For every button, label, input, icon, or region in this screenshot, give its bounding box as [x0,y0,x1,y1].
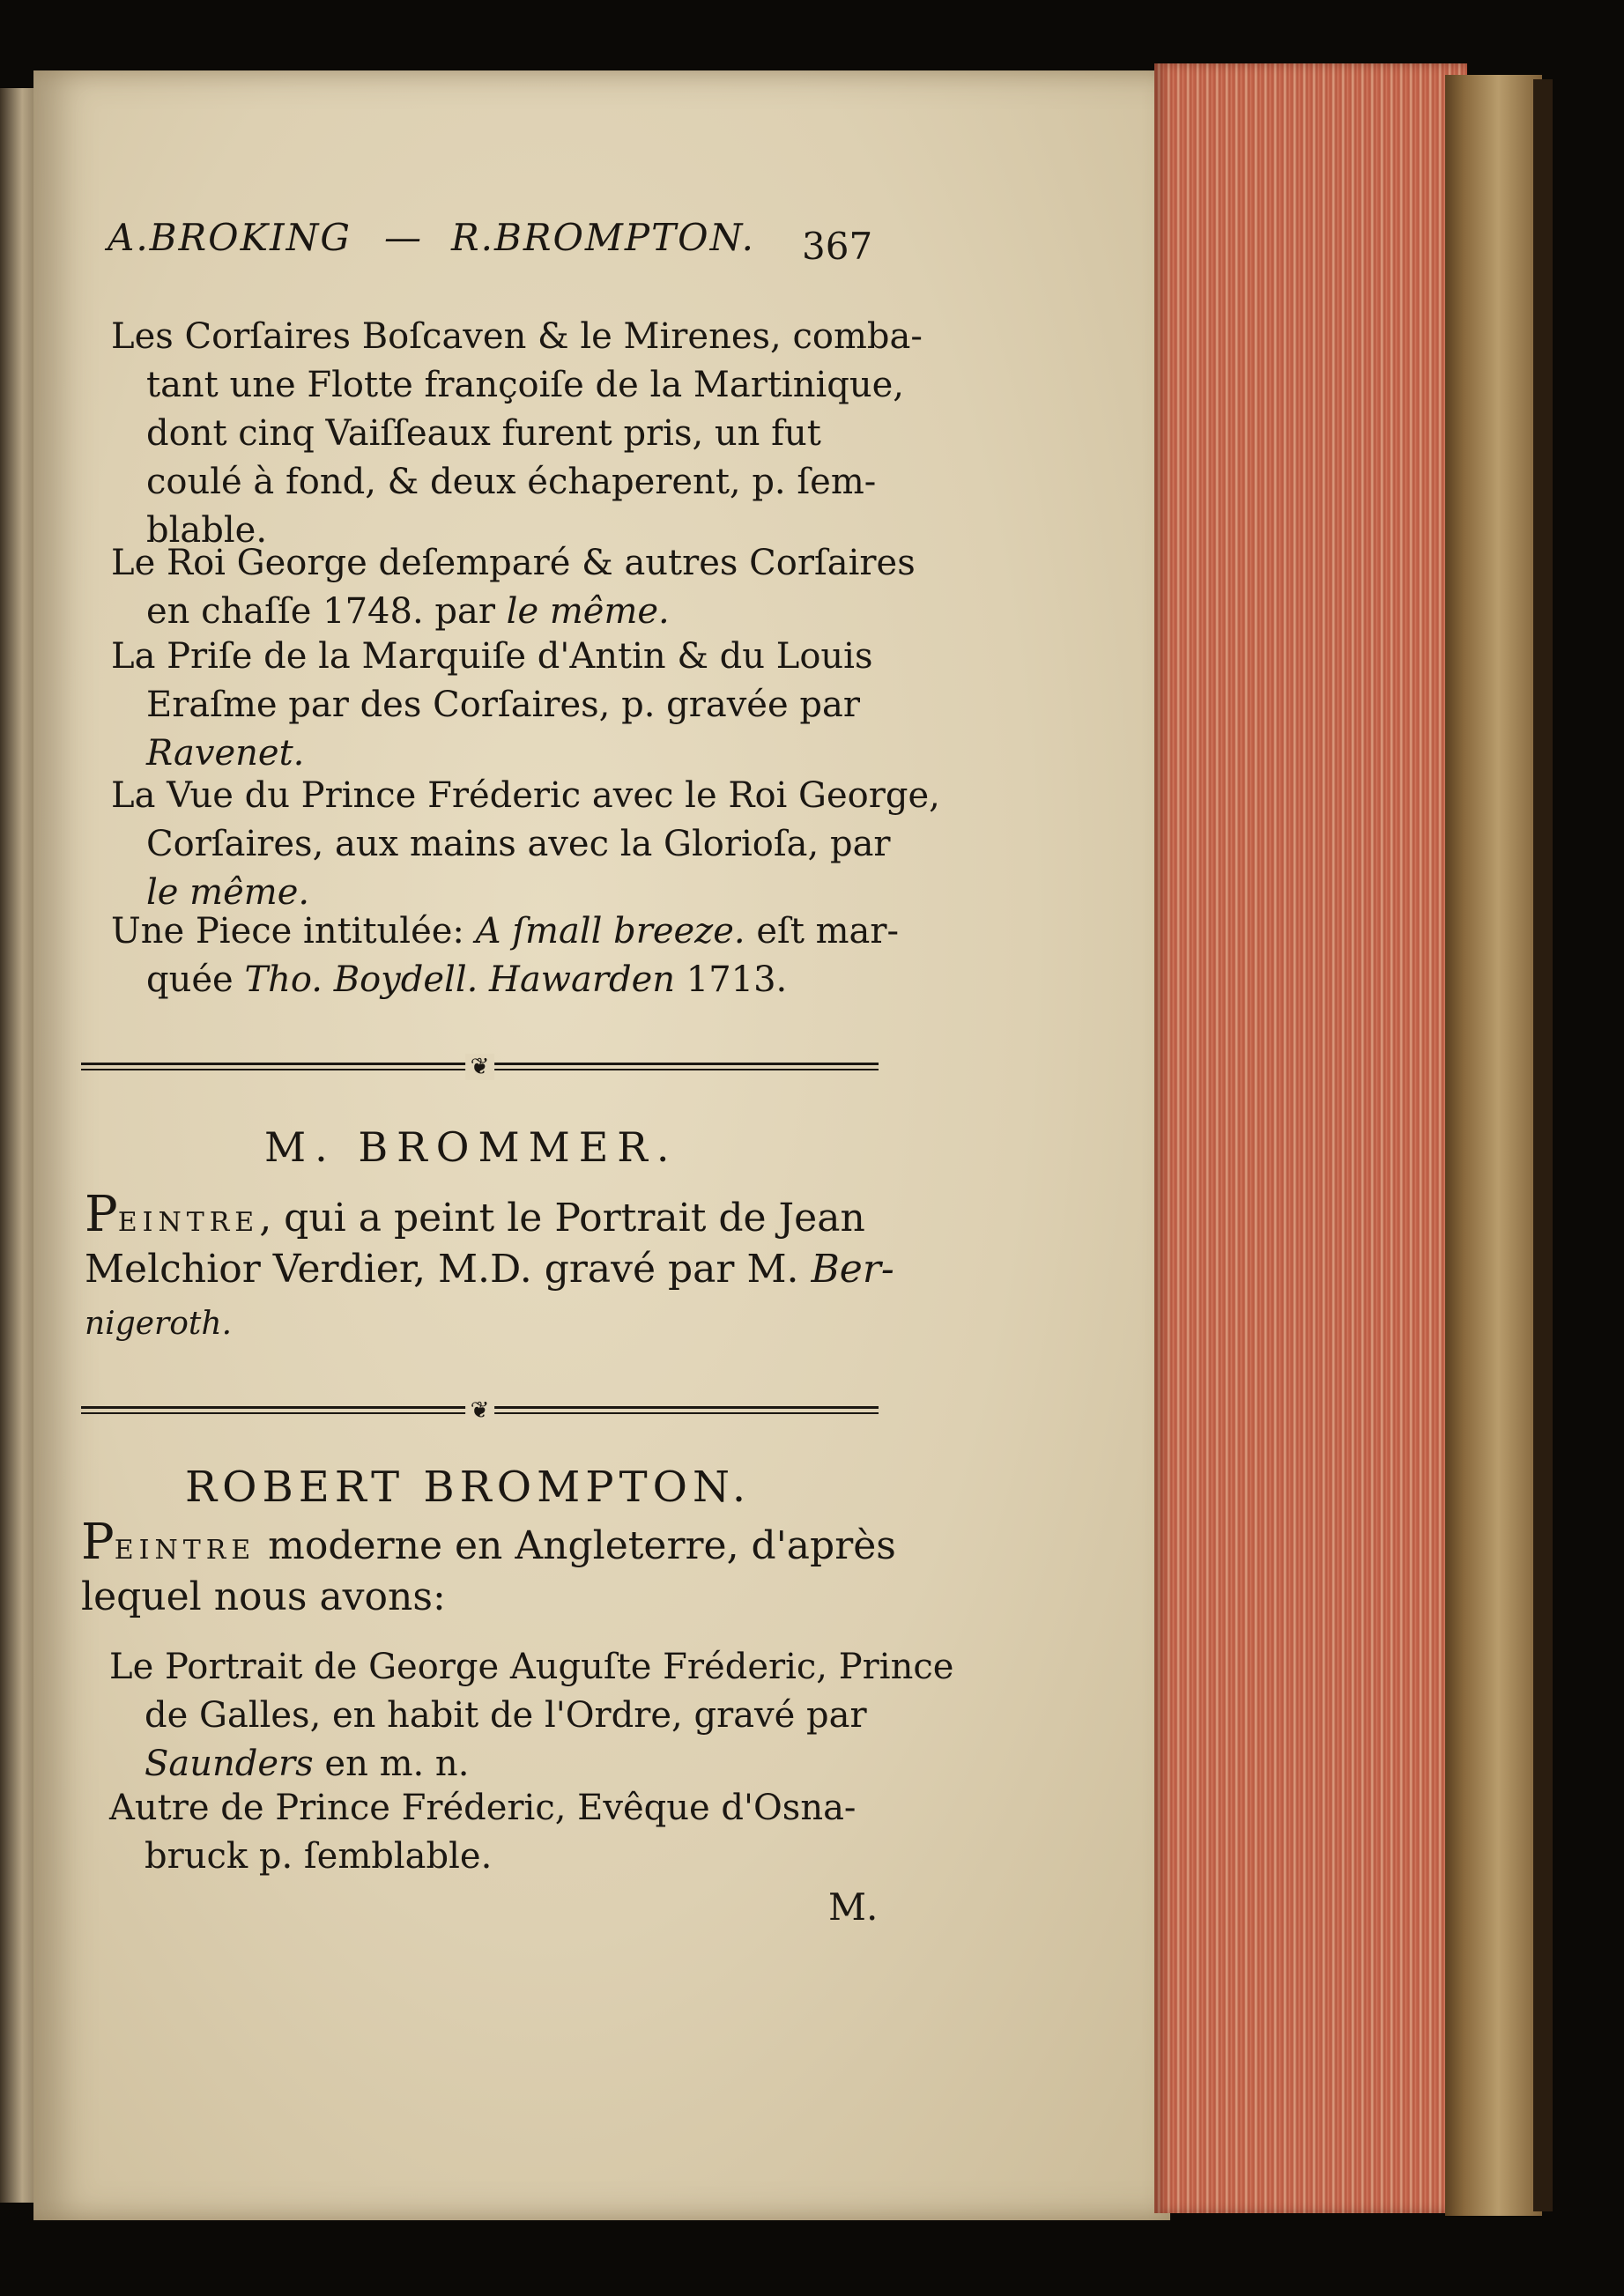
entry-line: blable. [146,510,268,551]
entry-line: bruck p. ſemblable. [145,1836,493,1877]
book-cover [1445,75,1542,2216]
entry-corsaires [111,313,923,555]
entry-line: Le Portrait de George Auguſte Fréderic, Prince [109,1647,954,1687]
entry-vue-prince [111,772,940,917]
brommer-line-2: Melchior Verdier, M.D. gravé par M. Ber- [85,1247,894,1292]
page-block-red-edges [1154,63,1467,2213]
heading-robert-brompton: ROBERT BROMPTON. [185,1463,752,1512]
entry-line: Autre de Prince Fréderic, Evêque d'Osna- [109,1788,856,1828]
entry-portrait-george [109,1643,953,1789]
entry-line: coulé à fond, & deux échaperent, p. ſem- [146,462,877,502]
entry-line: de Galles, en habit de l'Ordre, gravé par [145,1695,867,1736]
entry-line: Le Roi George deſemparé & autres Corſaires [111,543,916,583]
heading-brommer: M. BROMMER. [264,1123,679,1171]
entry-line: Corſaires, aux mains avec la Glorioſa, par [146,824,891,864]
brompton-line-1: PEINTRE moderne en Angleterre, d'après [81,1514,896,1571]
brommer-line-3: nigeroth. [85,1306,233,1342]
ornamental-rule [81,1397,879,1424]
brommer-line-1: PEINTRE, qui a peint le Portrait de Jean [85,1186,865,1243]
entry-prince-frederic [109,1784,856,1881]
entry-prise-marquise [111,633,873,778]
entry-roi-george [111,539,916,636]
cover-edge [1533,79,1553,2211]
fleuron-icon: ❦ [465,1054,495,1080]
entry-line: Une Piece intitulée: A ſmall breeze. eſt mar- [111,911,900,952]
fleuron-icon: ❦ [465,1397,495,1424]
entry-line: Eraſme par des Corſaires, p. gravée par [146,685,860,725]
catchword: M. [828,1885,879,1929]
entry-line: quée Tho. Boydell. Hawarden 1713. [146,959,788,1000]
entry-line: Ravenet. [146,733,305,774]
entry-line: tant une Flotte françoiſe de la Martinique, [146,365,904,405]
running-head-right: R.BROMPTON. [451,216,756,259]
running-head-left: A.BROKING [108,216,352,259]
facing-page-edge [0,88,37,2203]
entry-line: Les Corſaires Boſcaven & le Mirenes, comba- [111,316,923,357]
entry-une-piece [111,907,899,1004]
entry-line: La Vue du Prince Fréderic avec le Roi George, [111,775,940,816]
entry-line: le même. [146,872,310,913]
entry-line: La Priſe de la Marquiſe d'Antin & du Louis [111,636,873,677]
brompton-line-2: lequel nous avons: [81,1574,446,1619]
page-number: 367 [802,225,873,268]
entry-line: en chaſſe 1748. par le même. [146,591,670,632]
entry-line: dont cinq Vaiſſeaux furent pris, un fut [146,413,821,454]
entry-line: Saunders en m. n. [145,1744,470,1784]
ornamental-rule [81,1054,879,1080]
running-head-dash: — [384,216,423,259]
